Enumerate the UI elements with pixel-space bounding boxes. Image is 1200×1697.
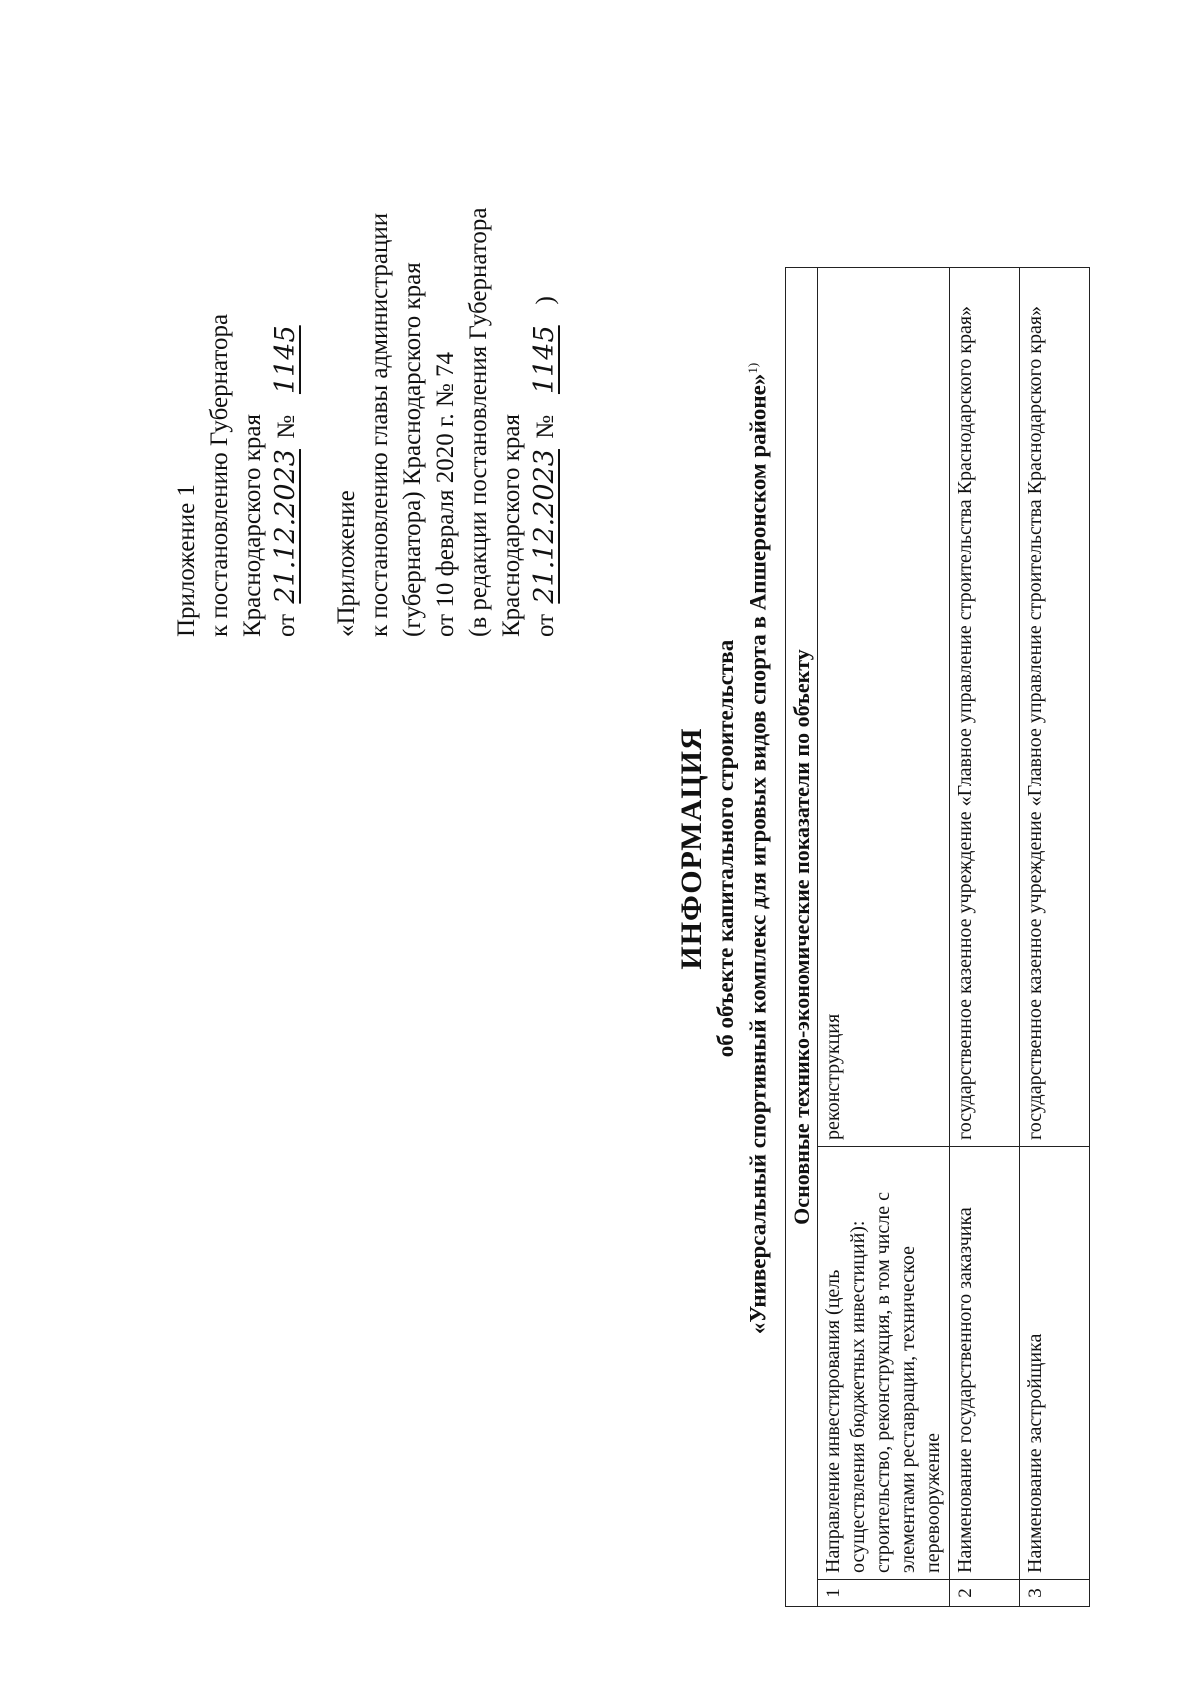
prior-appendix-line: (в редакции постановления Губернатора xyxy=(465,207,492,637)
table-row xyxy=(1020,268,1090,1607)
table-caption: Основные технико-экономические показатели по объекту xyxy=(786,268,818,1607)
prior-appendix-header xyxy=(330,207,562,637)
appendix-header xyxy=(170,311,303,637)
table-caption-row xyxy=(786,268,818,1607)
prior-appendix-date-line xyxy=(528,207,562,637)
table-row xyxy=(950,268,1020,1607)
prior-appendix-line: «Приложение xyxy=(333,490,360,637)
row-value: государственное казенное учреждение «Главное управление строительства Краснодарского края» xyxy=(1020,268,1090,1147)
row-number: 2 xyxy=(950,1580,1020,1607)
date-prefix: от xyxy=(532,613,559,637)
document-title: ИНФОРМАЦИЯ xyxy=(675,727,708,970)
appendix-line: к постановлению Губернатора xyxy=(206,313,233,637)
appendix-date-line xyxy=(269,311,303,637)
table-row xyxy=(818,268,950,1607)
document-subtitle: об объекте капитального строительства xyxy=(713,639,738,1058)
object-name-text: «Универсальный спортивный комплекс для игровых видов спорта в Апшеронском районе» xyxy=(745,373,771,1335)
handwritten-number: 1145 xyxy=(529,325,560,395)
number-sign: № xyxy=(532,414,559,439)
object-name xyxy=(745,0,772,1697)
row-number: 3 xyxy=(1020,1580,1090,1607)
number-sign: № xyxy=(273,414,300,439)
handwritten-number: 1145 xyxy=(270,325,301,395)
row-label: Направление инвестирования (цель осуществления бюджетных инвестиций): строительство, реконструкция, в том числе с элементами реставрации, техническое перевооружение xyxy=(818,1147,950,1580)
row-value: реконструкция xyxy=(818,268,950,1147)
appendix-line: Краснодарского края xyxy=(239,414,266,637)
prior-appendix-line: Краснодарского края xyxy=(498,414,525,637)
row-label: Наименование застройщика xyxy=(1020,1147,1090,1580)
handwritten-date: 21.12.2023 xyxy=(529,449,560,604)
closing-paren: ) xyxy=(532,296,559,305)
footnote-mark: 1) xyxy=(745,362,760,374)
row-number: 1 xyxy=(818,1580,950,1607)
prior-appendix-line: к постановлению главы администрации xyxy=(366,212,393,637)
indicators-table xyxy=(785,267,1090,1607)
row-label: Наименование государственного заказчика xyxy=(950,1147,1020,1580)
prior-appendix-line: (губернатора) Краснодарского края xyxy=(399,262,426,637)
prior-appendix-line: от 10 февраля 2020 г. № 74 xyxy=(432,351,459,637)
appendix-line: Приложение 1 xyxy=(173,484,200,637)
row-value: государственное казенное учреждение «Главное управление строительства Краснодарского края» xyxy=(950,268,1020,1147)
date-prefix: от xyxy=(273,613,300,637)
handwritten-date: 21.12.2023 xyxy=(270,449,301,604)
